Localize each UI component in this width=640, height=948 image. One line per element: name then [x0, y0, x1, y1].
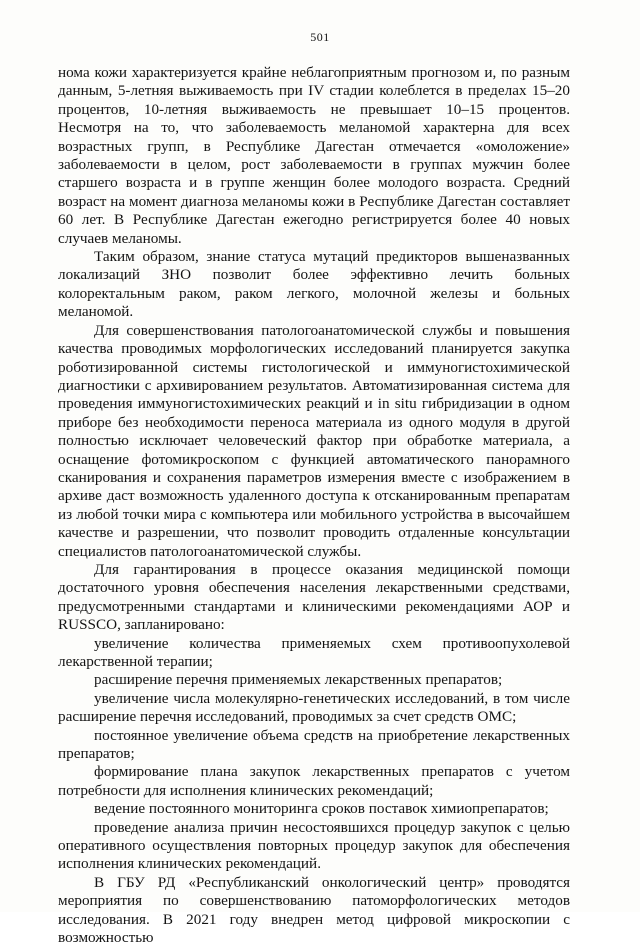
list-item-funding-increase: постоянное увеличение объема средств на приобретение лекарственных препаратов;: [58, 726, 570, 763]
list-item-delivery-monitoring: ведение постоянного мониторинга сроков поставок химиопрепаратов;: [94, 800, 549, 818]
paragraph-melanoma-prognosis: нома кожи характеризуется крайне неблагоприятным прогнозом и, по разным данным, 5-летняя выживаемость при IV стадии колеблется в пределах 15–20 процентов, 10-летняя выживаемость не превышает 10–15 процентов. Несмотря на то, что заболеваемость меланомой характерна для всех возрастных групп, в Республике Дагестан отмечается «омоложение» заболеваемости в целом, рост заболеваемости в группах мужчин более старшего возраста и в группе женщин более молодого возраста. Средний возраст на момент диагноза меланомы кожи в Республике Дагестан составляет 60 лет. В Республике Дагестан ежегодно регистрируется более 40 новых случаев меланомы.: [58, 64, 570, 247]
list-item-drug-list: расширение перечня применяемых лекарственных препаратов;: [94, 671, 503, 689]
page-number: 501: [310, 30, 330, 44]
document-body: [58, 64, 570, 948]
list-item-procurement-plan: формирование плана закупок лекарственных препаратов с учетом потребности для исполнения клинических рекомендаций;: [58, 763, 570, 799]
paragraph-drug-supply: Для гарантирования в процессе оказания медицинской помощи достаточного уровня обеспечения населения лекарственными средствами, предусмотренными стандартами и клиническими рекомендациями АОР и RUSSCO, запланировано:: [58, 560, 570, 634]
list-item-procurement-analysis: проведение анализа причин несостоявшихся процедур закупок с целью оперативного осуществления повторных процедур закупок для обеспечения исполнения клинических рекомендаций.: [58, 818, 570, 873]
paragraph-pathology-service: Для совершенствования патологоанатомической службы и повышения качества проводимых морфологических исследований планируется закупка роботизированной системы гистологической и иммуногистохимической диагностики с архивированием результатов. Автоматизированная система для проведения иммуногистохимических реакций и in situ гибридизации в одном приборе без необходимости переноса материала из одного модуля в другой полностью исключает человеческий фактор при обработке материала, а оснащение фотомикроскопом с функцией автоматического панорамного сканирования и сохранения параметров измерения вместе с изображением в архиве даст возможность удаленного доступа к отсканированным препаратам из любой точки мира с компьютера или мобильного устройства в высочайшем качестве и разрешении, что позволит проводить отдаленные консультации специалистов патологоанатомической службы.: [58, 321, 570, 560]
list-item-molecular-genetic: увеличение числа молекулярно-генетических исследований, в том числе расширение перечня исследований, проводимых за счет средств ОМС;: [58, 689, 570, 726]
paragraph-mutation-status: Таким образом, знание статуса мутаций предикторов вышеназванных локализаций ЗНО позволит более эффективно лечить больных колоректальным раком, раком легкого, молочной железы и больных меланомой.: [58, 248, 570, 321]
paragraph-oncology-center: В ГБУ РД «Республиканский онкологический центр» проводятся мероприятия по совершенствованию патоморфологических методов исследования. В 2021 году внедрен метод цифровой микроскопии с возможностью: [58, 873, 570, 947]
list-item-therapy-schemes: увеличение количества применяемых схем противоопухолевой лекарственной терапии;: [58, 634, 570, 670]
